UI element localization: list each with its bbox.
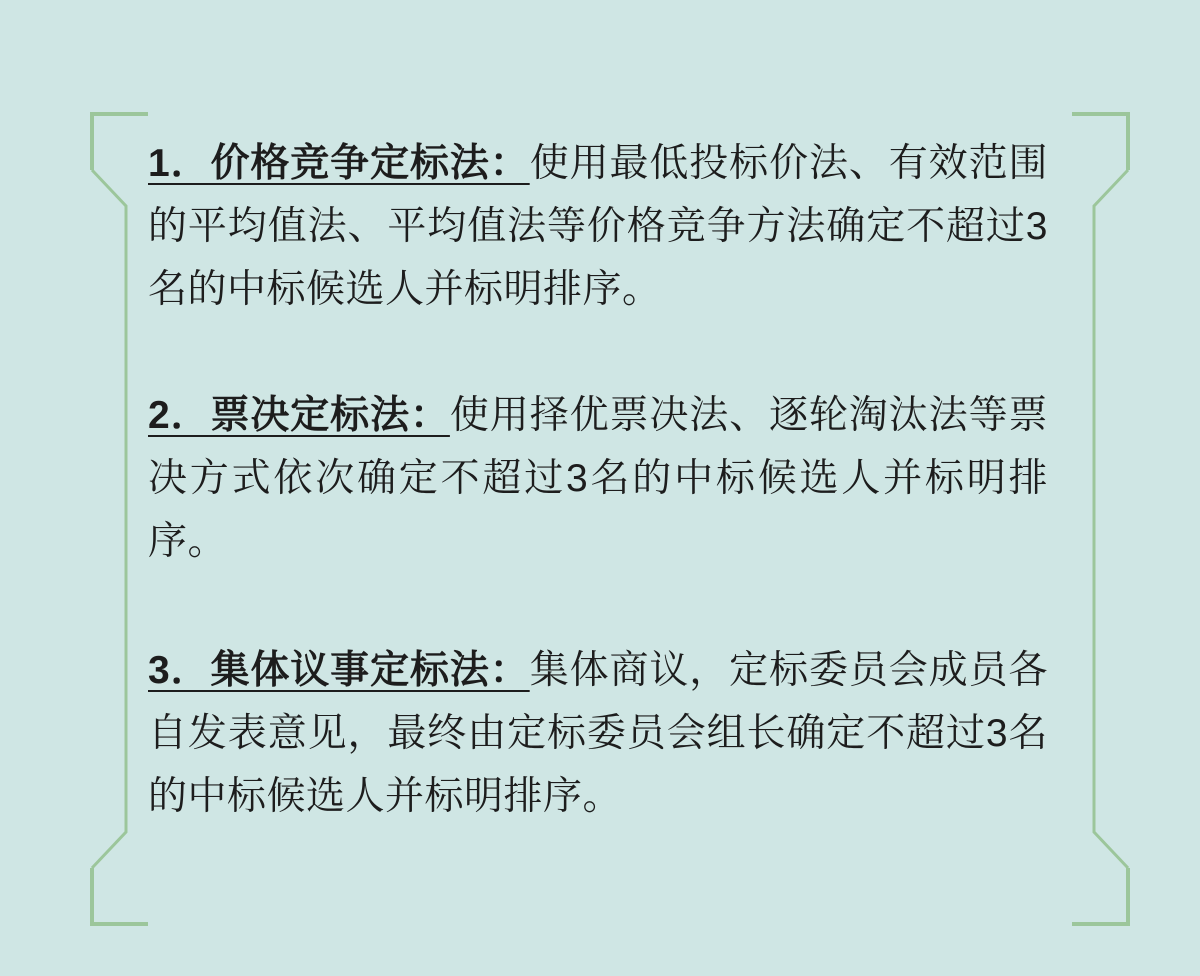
paragraph-3 xyxy=(148,639,1048,829)
paragraph-1-lead: 1．价格竞争定标法： xyxy=(148,142,530,185)
paragraph-2 xyxy=(148,384,1048,574)
paragraph-1-body: 使用最低投标价法、有效范围的平均值法、平均值法等价格竞争方法确定不超过3名的中标候选人并标明排序。 xyxy=(148,142,1048,312)
paragraph-2-body: 使用择优票决法、逐轮淘汰法等票决方式依次确定不超过3名的中标候选人并标明排序。 xyxy=(148,393,1048,563)
paragraph-3-lead: 3．集体议事定标法： xyxy=(148,649,530,693)
paragraph-1 xyxy=(148,132,1048,322)
paragraph-2-lead: 2．票决定标法： xyxy=(148,393,450,437)
document-body xyxy=(148,132,1048,829)
paragraph-3-body: 集体商议，定标委员会成员各自发表意见，最终由定标委员会组长确定不超过3名的中标候选人并标明排序。 xyxy=(148,649,1048,819)
